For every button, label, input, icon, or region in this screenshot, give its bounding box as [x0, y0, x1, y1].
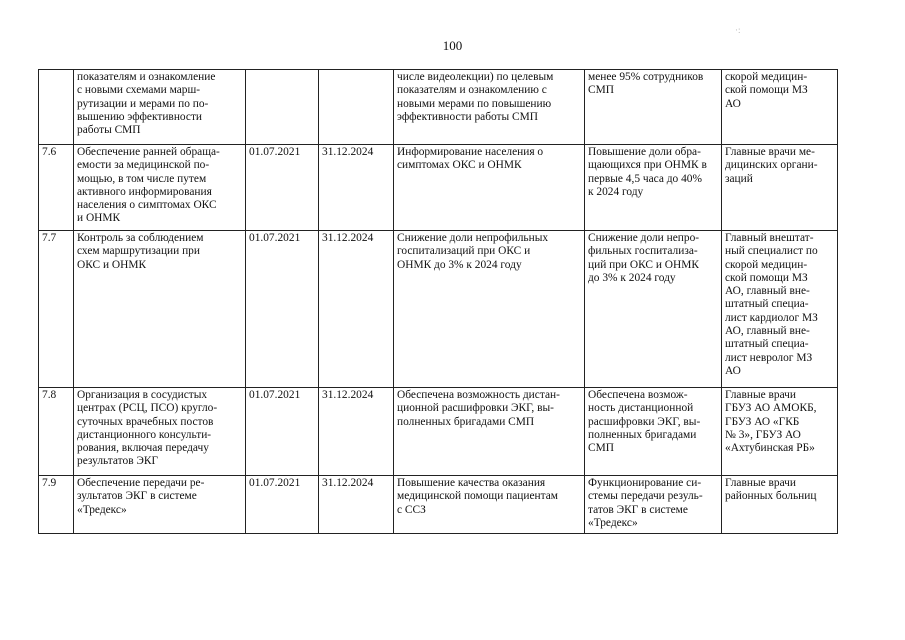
indicator-cell: Функционирование си- стемы передачи резуль- татов ЭКГ в системе «Тредекс»: [585, 476, 722, 534]
responsible-cell: Главные врачи ме- дицинских органи- заций: [722, 145, 838, 231]
result-cell: числе видеолекции) по целевым показателям и ознакомлению с новыми мерами по повышению эффективности работы СМП: [394, 70, 585, 145]
table-row: [39, 476, 838, 534]
responsible-cell: Главные врачи районных больниц: [722, 476, 838, 534]
row-number: 7.7: [39, 231, 74, 388]
event-cell: Обеспечение передачи ре- зультатов ЭКГ в системе «Тредекс»: [74, 476, 246, 534]
indicator-cell: менее 95% сотрудников СМП: [585, 70, 722, 145]
result-cell: Повышение качества оказания медицинской помощи пациентам с ССЗ: [394, 476, 585, 534]
end-date-cell: 31.12.2024: [319, 231, 394, 388]
result-cell: Снижение доли непрофильных госпитализаций при ОКС и ОНМК до 3% к 2024 году: [394, 231, 585, 388]
table-row: [39, 231, 838, 388]
page-number: 100: [442, 38, 463, 53]
table-row: [39, 145, 838, 231]
start-date-cell: [246, 70, 319, 145]
table-row: [39, 70, 838, 145]
event-cell: показателям и ознакомление с новыми схемами марш- рутизации и мерами по по- вышению эффективности работы СМП: [74, 70, 246, 145]
event-cell: Обеспечение ранней обраща- емости за медицинской по- мощью, в том числе путем активного информирования населения о симптомах ОКС и ОНМК: [74, 145, 246, 231]
event-cell: Организация в сосудистых центрах (РСЦ, ПСО) кругло- суточных врачебных постов дистанционного консульти- рования, включая передачу результатов ЭКГ: [74, 388, 246, 476]
result-cell: Обеспечена возможность дистан- ционной расшифровки ЭКГ, вы- полненных бригадами СМП: [394, 388, 585, 476]
indicator-cell: Обеспечена возмож- ность дистанционной расшифровки ЭКГ, вы- полненных бригадами СМП: [585, 388, 722, 476]
end-date-cell: 31.12.2024: [319, 388, 394, 476]
responsible-cell: Главные врачи ГБУЗ АО АМОКБ, ГБУЗ АО «ГКБ № 3», ГБУЗ АО «Ахтубинская РБ»: [722, 388, 838, 476]
start-date-cell: 01.07.2021: [246, 476, 319, 534]
end-date-cell: [319, 70, 394, 145]
indicator-cell: Снижение доли непро- фильных госпитализа- ций при ОКС и ОНМК до 3% к 2024 году: [585, 231, 722, 388]
responsible-cell: Главный внештат- ный специалист по скорой медицин- ской помощи МЗ АО, главный вне- штатный специа- лист кардиолог МЗ АО, главный вне- штатный специа- лист невролог МЗ АО: [722, 231, 838, 388]
row-number: 7.9: [39, 476, 74, 534]
scan-artifact: ·:: [735, 25, 741, 35]
responsible-cell: скорой медицин- ской помощи МЗ АО: [722, 70, 838, 145]
start-date-cell: 01.07.2021: [246, 231, 319, 388]
row-number: [39, 70, 74, 145]
end-date-cell: 31.12.2024: [319, 476, 394, 534]
row-number: 7.6: [39, 145, 74, 231]
measures-table: [38, 69, 838, 534]
table-row: [39, 388, 838, 476]
start-date-cell: 01.07.2021: [246, 145, 319, 231]
row-number: 7.8: [39, 388, 74, 476]
result-cell: Информирование населения о симптомах ОКС и ОНМК: [394, 145, 585, 231]
event-cell: Контроль за соблюдением схем маршрутизации при ОКС и ОНМК: [74, 231, 246, 388]
end-date-cell: 31.12.2024: [319, 145, 394, 231]
start-date-cell: 01.07.2021: [246, 388, 319, 476]
indicator-cell: Повышение доли обра- щающихся при ОНМК в первые 4,5 часа до 40% к 2024 году: [585, 145, 722, 231]
